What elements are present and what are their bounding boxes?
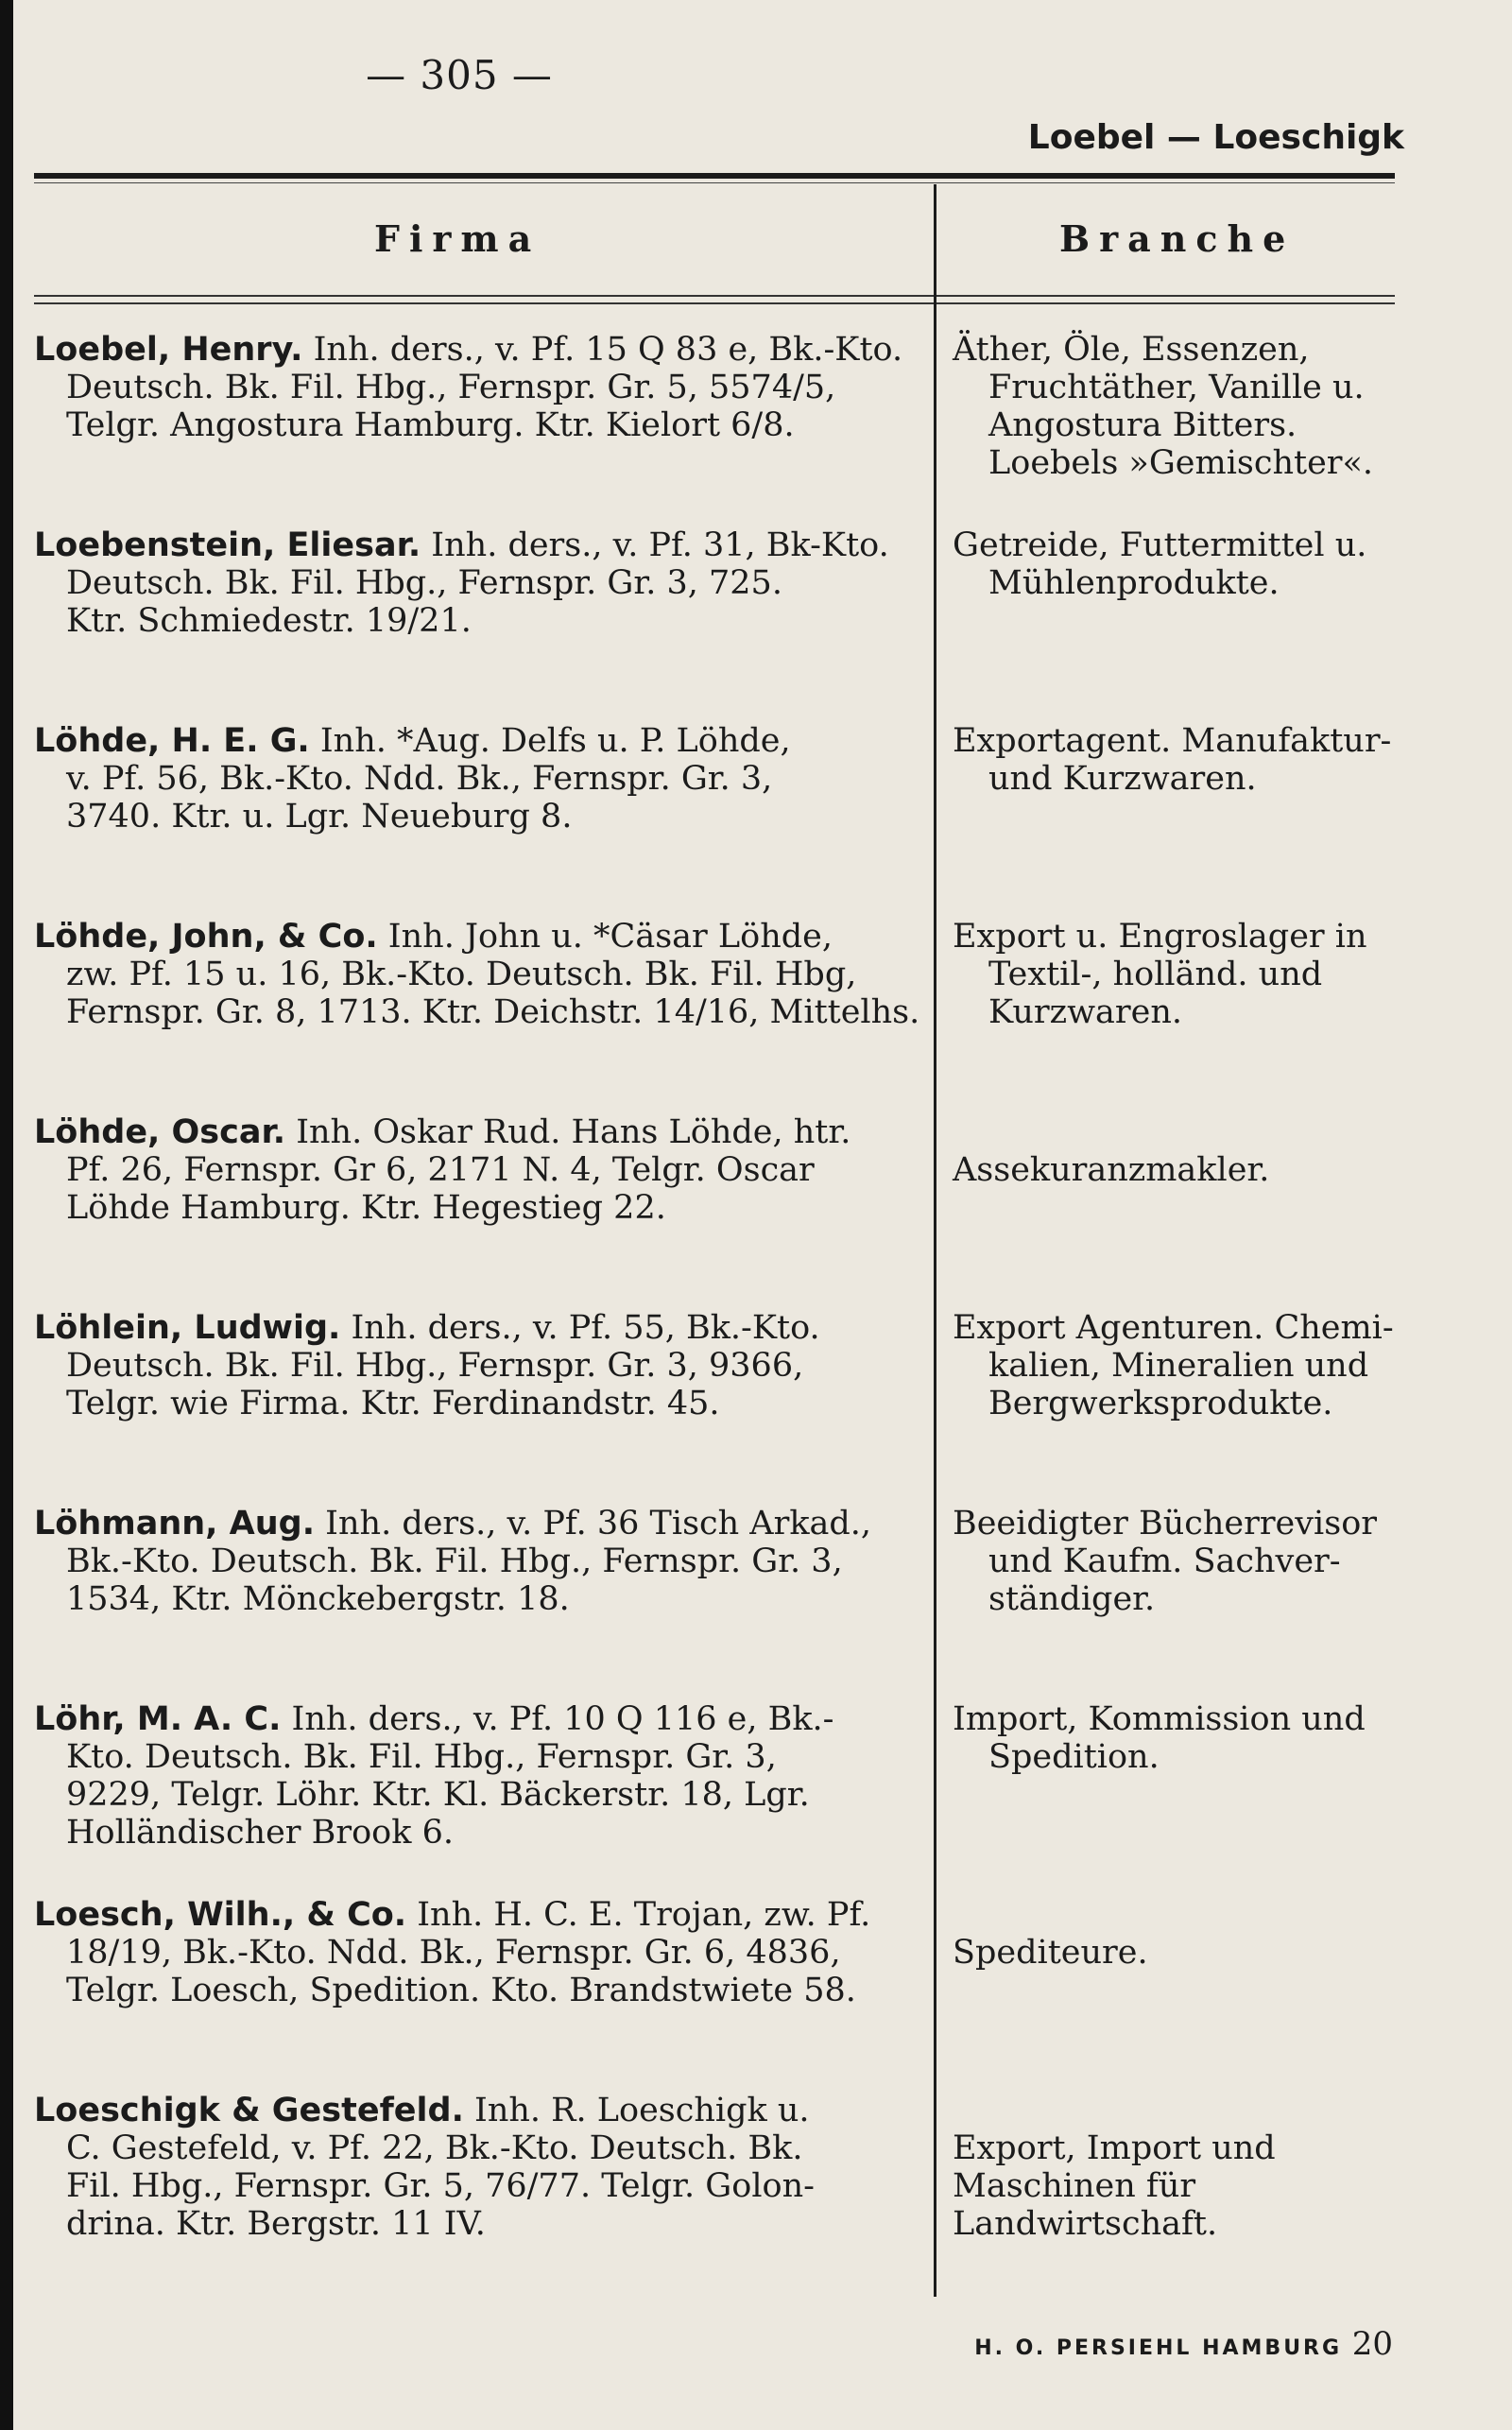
entry-firma-line (34, 1896, 922, 1934)
entry-branche-line: Maschinen für (953, 2167, 1196, 2205)
entry-details: Inh. ders., v. Pf. 55, Bk.-Kto. (340, 1309, 820, 1347)
entry-details: Telgr. Loesch, Spedition. Kto. Brandstwiete 58. (66, 1972, 856, 2009)
entry-details: Bk.-Kto. Deutsch. Bk. Fil. Hbg., Fernspr. Gr. 3, (66, 1542, 843, 1580)
column-header-rule-bottom (34, 302, 1395, 304)
entry-details: Inh. John u. *Cäsar Löhde, (377, 918, 833, 956)
entry-branche-line: Assekuranzmakler. (953, 1151, 1270, 1189)
entry-details: 3740. Ktr. u. Lgr. Neueburg 8. (66, 798, 573, 836)
entry-firma (34, 1505, 922, 1618)
entry-branche-line: Textil-, holländ. und (988, 956, 1323, 993)
entry-branche-line: Import, Kommission und (953, 1700, 1366, 1738)
entry-branche (953, 2092, 1397, 2243)
entry-details: Telgr. wie Firma. Ktr. Ferdinandstr. 45. (66, 1385, 720, 1422)
entry-branche (953, 1309, 1397, 1422)
entry-branche-line: und Kurzwaren. (988, 760, 1257, 798)
entry-firma-line (34, 331, 922, 369)
binding-edge (0, 0, 13, 2430)
entry-branche (953, 1700, 1397, 1776)
entry-branche (953, 526, 1397, 602)
entry-firma (34, 1309, 922, 1422)
printer-name: H. O. PERSIEHL HAMBURG (974, 2336, 1343, 2360)
entry-branche-line: Export u. Engroslager in (953, 918, 1367, 956)
entry-branche-line: kalien, Mineralien und (988, 1347, 1369, 1385)
entry-firma (34, 918, 922, 1031)
directory-entry (34, 722, 1395, 918)
entry-details: Pf. 26, Fernspr. Gr 6, 2171 N. 4, Telgr. Oscar (66, 1151, 815, 1189)
page-number: — 305 — (366, 52, 553, 98)
entry-details: Inh. ders., v. Pf. 31, Bk-Kto. (421, 526, 889, 564)
entry-details: C. Gestefeld, v. Pf. 22, Bk.-Kto. Deutsch. Bk. (66, 2129, 803, 2167)
entry-details: Fil. Hbg., Fernspr. Gr. 5, 76/77. Telgr. Golon- (66, 2167, 815, 2205)
entry-branche-line: Export, Import und (953, 2129, 1276, 2167)
entry-firma-line (34, 1505, 922, 1542)
entry-firma (34, 722, 922, 836)
entry-firma (34, 1896, 922, 2009)
entry-branche-line: Exportagent. Manufaktur- (953, 722, 1392, 760)
entry-company-name: Löhlein, Ludwig. (34, 1309, 341, 1347)
directory-entry (34, 1505, 1395, 1700)
entry-firma-line (34, 1700, 922, 1738)
entry-details: Löhde Hamburg. Ktr. Hegestieg 22. (66, 1189, 666, 1227)
entry-details: Inh. Oskar Rud. Hans Löhde, htr. (285, 1113, 851, 1151)
header-rule (34, 173, 1395, 179)
entry-details: Inh. ders., v. Pf. 15 Q 83 e, Bk.-Kto. (302, 331, 903, 369)
entry-branche (953, 1505, 1397, 1618)
entry-company-name: Loebel, Henry. (34, 331, 303, 369)
entry-details: zw. Pf. 15 u. 16, Bk.-Kto. Deutsch. Bk. Fil. Hbg, (66, 956, 857, 993)
entry-company-name: Loebenstein, Eliesar. (34, 526, 421, 564)
entry-branche-line (953, 2092, 1397, 2129)
printer-imprint (974, 2325, 1393, 2363)
directory-entry (34, 1309, 1395, 1505)
entry-branche-line: ständiger. (988, 1580, 1156, 1618)
entry-details: Inh. ders., v. Pf. 36 Tisch Arkad., (315, 1505, 872, 1542)
entry-company-name: Löhde, H. E. G. (34, 722, 310, 760)
directory-entry (34, 1896, 1395, 2092)
entry-branche-line: und Kaufm. Sachver- (988, 1542, 1341, 1580)
running-head: Loebel — Loeschigk (1027, 118, 1404, 157)
entry-branche-line: Kurzwaren. (988, 993, 1183, 1031)
entry-firma (34, 526, 922, 640)
entry-branche-line: Spediteure. (953, 1934, 1148, 1972)
directory-entry (34, 918, 1395, 1113)
entry-branche (953, 1113, 1397, 1189)
entry-firma-line (34, 918, 922, 956)
entry-details: Inh. *Aug. Delfs u. P. Löhde, (309, 722, 791, 760)
entry-firma (34, 1700, 922, 1852)
entry-details: drina. Ktr. Bergstr. 11 IV. (66, 2205, 486, 2243)
directory-entry (34, 526, 1395, 722)
entry-details: 1534, Ktr. Mönckebergstr. 18. (66, 1580, 570, 1618)
entry-branche-line: Export Agenturen. Chemi- (953, 1309, 1394, 1347)
entry-branche-line: Bergwerksprodukte. (988, 1385, 1333, 1422)
entry-firma-line (34, 2092, 922, 2129)
entry-company-name: Löhde, John, & Co. (34, 918, 378, 956)
entry-branche-line: Fruchtäther, Vanille u. (988, 369, 1365, 406)
entry-list (34, 331, 1395, 2287)
entry-details: Telgr. Angostura Hamburg. Ktr. Kielort 6/8. (66, 406, 795, 444)
entry-firma (34, 2092, 922, 2243)
entry-details: Ktr. Schmiedestr. 19/21. (66, 602, 472, 640)
entry-branche-line: Äther, Öle, Essenzen, (953, 331, 1310, 369)
directory-page (34, 0, 1404, 2430)
entry-firma-line (34, 722, 922, 760)
entry-firma-line (34, 1309, 922, 1347)
header-rule-thin (34, 182, 1395, 183)
entry-branche-line: Spedition. (988, 1738, 1160, 1776)
directory-entry (34, 1113, 1395, 1309)
entry-company-name: Löhr, M. A. C. (34, 1700, 282, 1738)
entry-details: Kto. Deutsch. Bk. Fil. Hbg., Fernspr. Gr. 3, (66, 1738, 777, 1776)
entry-branche-line (953, 1896, 1397, 1934)
entry-details: Deutsch. Bk. Fil. Hbg., Fernspr. Gr. 5, 5574/5, (66, 369, 836, 406)
entry-firma (34, 331, 922, 444)
entry-company-name: Löhde, Oscar. (34, 1113, 286, 1151)
entry-branche-line: Mühlenprodukte. (988, 564, 1280, 602)
directory-entry (34, 2092, 1395, 2287)
entry-details: v. Pf. 56, Bk.-Kto. Ndd. Bk., Fernspr. Gr. 3, (66, 760, 773, 798)
entry-details: Deutsch. Bk. Fil. Hbg., Fernspr. Gr. 3, 9366, (66, 1347, 804, 1385)
entry-details: 9229, Telgr. Löhr. Ktr. Kl. Bäckerstr. 18, Lgr. (66, 1776, 810, 1814)
entry-branche (953, 918, 1397, 1031)
entry-branche-line: Landwirtschaft. (953, 2205, 1218, 2243)
entry-details: Inh. ders., v. Pf. 10 Q 116 e, Bk.- (281, 1700, 834, 1738)
entry-branche-line: Beeidigter Bücherrevisor (953, 1505, 1378, 1542)
entry-details: 18/19, Bk.-Kto. Ndd. Bk., Fernspr. Gr. 6, 4836, (66, 1934, 841, 1972)
entry-details: Fernspr. Gr. 8, 1713. Ktr. Deichstr. 14/16, Mittelhs. (66, 993, 920, 1031)
entry-firma-line (34, 1113, 922, 1151)
entry-company-name: Löhmann, Aug. (34, 1505, 316, 1542)
column-header-row (34, 184, 1395, 293)
entry-branche-line: Angostura Bitters. (988, 406, 1297, 444)
entry-details: Holländischer Brook 6. (66, 1814, 454, 1852)
directory-entry (34, 331, 1395, 526)
entry-branche (953, 722, 1397, 798)
sheet-number: 20 (1351, 2325, 1393, 2363)
entry-branche-line: Getreide, Futtermittel u. (953, 526, 1367, 564)
entry-branche (953, 331, 1397, 482)
directory-entry (34, 1700, 1395, 1896)
column-header-branche: Branche (1059, 217, 1296, 260)
entry-details: Inh. R. Loeschigk u. (463, 2092, 810, 2129)
entry-branche-line (953, 1113, 1397, 1151)
entry-details: Deutsch. Bk. Fil. Hbg., Fernspr. Gr. 3, 725. (66, 564, 782, 602)
column-header-rule-top (34, 295, 1395, 297)
entry-company-name: Loeschigk & Gestefeld. (34, 2092, 464, 2129)
entry-firma-line (34, 526, 922, 564)
entry-company-name: Loesch, Wilh., & Co. (34, 1896, 407, 1934)
column-header-firma: Firma (374, 217, 541, 260)
entry-branche-line: Loebels »Gemischter«. (988, 444, 1374, 482)
entry-firma (34, 1113, 922, 1227)
entry-details: Inh. H. C. E. Trojan, zw. Pf. (406, 1896, 871, 1934)
entry-branche (953, 1896, 1397, 1972)
